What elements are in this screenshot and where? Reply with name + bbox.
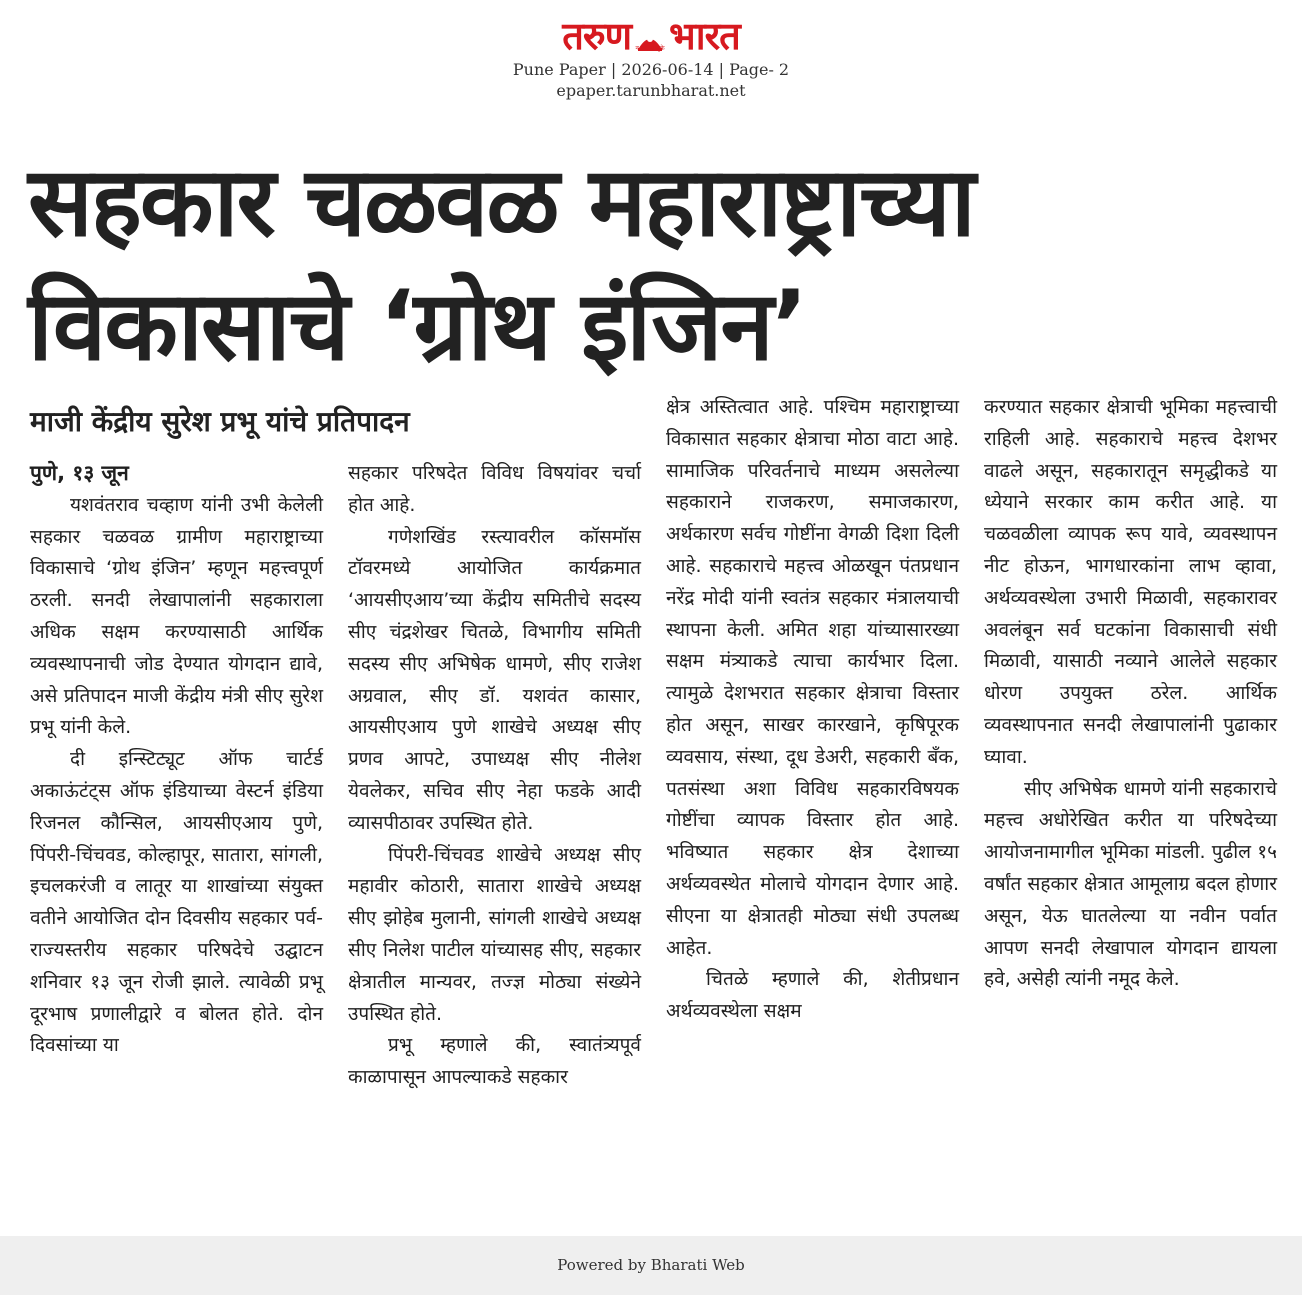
- article-column-1: [30, 458, 323, 1062]
- paragraph: क्षेत्र अस्तित्वात आहे. पश्चिम महाराष्ट्राच्या विकासात सहकार क्षेत्राचा मोठा वाटा आहे. सामाजिक परिवर्तनाचे माध्यम असलेल्या सहकाराने राजकरण, समाजकारण, अर्थकारण सर्वच गोष्टींना वेगळी दिशा दिली आहे. सहकाराचे महत्त्व ओळखून पंतप्रधान नरेंद्र मोदी यांनी स्वतंत्र सहकार मंत्रालयाची स्थापना केली. अमित शहा यांच्यासारख्या सक्षम मंत्र्याकडे त्याचा कार्यभार दिला. त्यामुळे देशभरात सहकार क्षेत्राचा विस्तार होत असून, साखर कारखाने, कृषिपूरक व्यवसाय, संस्था, दूध डेअरी, सहकारी बँक, पतसंस्था अशा विविध सहकारविषयक गोष्टींचा व्यापक विस्तार होत आहे. भविष्यात सहकार क्षेत्र देशाच्या अर्थव्यवस्थेत मोलाचे योगदान देणार आहे. सीएना या क्षेत्रातही मोठ्या संधी उपलब्ध आहेत.: [666, 396, 959, 959]
- article-column-4: [984, 392, 1277, 996]
- article-headline: [28, 140, 1278, 388]
- paragraph: पिंपरी-चिंचवड शाखेचे अध्यक्ष सीए महावीर कोठारी, सातारा शाखेचे अध्यक्ष सीए झोहेब मुलानी, सांगली शाखेचे अध्यक्ष सीए निलेश पाटील यांच्यासह सीए, सहकार क्षेत्रातील मान्यवर, तज्ज्ञ मोठ्या संख्येने उपस्थित होते.: [348, 843, 641, 1025]
- dateline: पुणे, १३ जून: [30, 461, 129, 485]
- lamp-emblem-icon: [635, 21, 665, 51]
- paragraph: चितळे म्हणाले की, शेतीप्रधान अर्थव्यवस्थेला सक्षम: [666, 968, 959, 1023]
- paragraph: गणेशखिंड रस्त्यावरील कॉसमॉस टॉवरमध्ये आयोजित कार्यक्रमात ‘आयसीएआय’च्या केंद्रीय समितीचे सदस्य सीए चंद्रशेखर चितळे, विभागीय समिती सदस्य सीए अभिषेक धामणे, सीए राजेश अग्रवाल, सीए डॉ. यशवंत कासार, आयसीएआय पुणे शाखेचे अध्यक्ष सीए प्रणव आपटे, उपाध्यक्ष सीए नीलेश येवलेकर, सचिव सीए नेहा फडके आदी व्यासपीठावर उपस्थित होते.: [348, 525, 641, 834]
- paragraph: सहकार परिषदेत विविध विषयांवर चर्चा होत आहे.: [348, 462, 641, 516]
- brand-logo[interactable]: [526, 14, 776, 58]
- article-subheadline: माजी केंद्रीय सुरेश प्रभू यांचे प्रतिपादन: [30, 405, 410, 438]
- paragraph: दी इन्स्टिट्यूट ऑफ चार्टर्ड अकाऊंटंट्स ऑफ इंडियाच्या वेस्टर्न इंडिया रिजनल कौन्सिल, आयसीएआय पुणे, पिंपरी-चिंचवड, कोल्हापूर, सातारा, सांगली, इचलकरंजी व लातूर या शाखांच्या संयुक्त वतीने आयोजित दोन दिवसीय सहकार पर्व- राज्यस्तरीय सहकार परिषदेचे उद्घाटन शनिवार १३ जून रोजी झाले. त्यावेळी प्रभू दूरभाष प्रणालीद्वारे व बोलत होते. दोन दिवसांच्या या: [30, 748, 323, 1057]
- footer-credit[interactable]: Powered by Bharati Web: [557, 1256, 745, 1274]
- headline-line-2: विकासाचे ‘ग्रोथ इंजिन’: [28, 270, 807, 382]
- article-column-3: [666, 392, 959, 1028]
- site-url[interactable]: epaper.tarunbharat.net: [556, 81, 746, 100]
- masthead: [0, 0, 1302, 110]
- paragraph: प्रभू म्हणाले की, स्वातंत्र्यपूर्व काळापासून आपल्याकडे सहकार: [348, 1034, 641, 1089]
- footer: [0, 1236, 1302, 1295]
- article-column-2: [348, 458, 641, 1094]
- edition-meta: Pune Paper | 2026-06-14 | Page- 2: [512, 60, 790, 79]
- paragraph: सीए अभिषेक धामणे यांनी सहकाराचे महत्त्व अधोरेखित करीत या परिषदेच्या आयोजनामागील भूमिका मांडली. पुढील १५ वर्षांत सहकार क्षेत्रात आमूलाग्र बदल होणार असून, येऊ घातलेल्या या नवीन पर्वात आपण सनदी लेखापाल योगदान द्यायला हवे, असेही त्यांनी नमूद केले.: [984, 777, 1277, 991]
- logo-text-left: तरुण: [562, 14, 632, 58]
- headline-line-1: सहकार चळवळ महाराष्ट्राच्या: [28, 146, 974, 258]
- paragraph: यशवंतराव चव्हाण यांनी उभी केलेली सहकार चळवळ ग्रामीण महाराष्ट्राच्या विकासाचे ‘ग्रोथ इंजिन’ म्हणून महत्त्वपूर्ण ठरली. सनदी लेखापालांनी सहकाराला अधिक सक्षम करण्यासाठी आर्थिक व्यवस्थापनाची जोड देण्यात योगदान द्यावे, असे प्रतिपादन माजी केंद्रीय मंत्री सीए सुरेश प्रभू यांनी केले.: [30, 493, 323, 739]
- logo-text-right: भारत: [669, 14, 740, 58]
- logo-tagline: न डरे, न झुके: [635, 45, 665, 52]
- paragraph: करण्यात सहकार क्षेत्राची भूमिका महत्त्वाची राहिली आहे. सहकाराचे महत्त्व देशभर वाढले असून, सहकारातून समृद्धीकडे या ध्येयाने सरकार काम करीत आहे. या चळवळीला व्यापक रूप यावे, व्यवस्थापन नीट होऊन, भागधारकांना लाभ व्हावा, अर्थव्यवस्थेला उभारी मिळावी, सहकारावर अवलंबून सर्व घटकांना विकासाची संधी मिळावी, यासाठी नव्याने आलेले सहकार धोरण उपयुक्त ठरेल. आर्थिक व्यवस्थापनात सनदी लेखापालांनी पुढाकार घ्यावा.: [984, 396, 1277, 768]
